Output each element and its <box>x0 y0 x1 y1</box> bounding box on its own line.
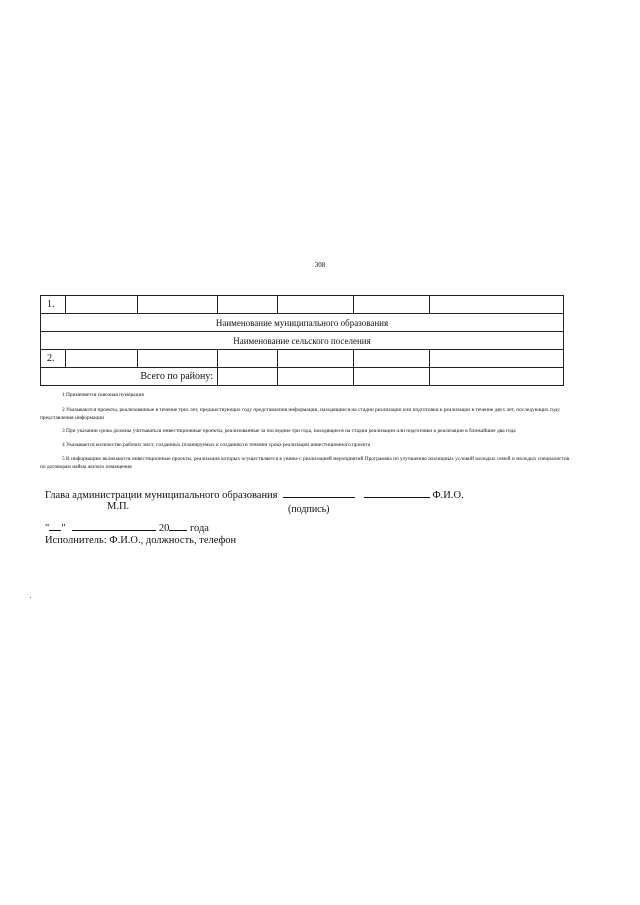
table-cell <box>278 368 354 386</box>
table-cell <box>218 368 278 386</box>
fio-label: Ф.И.О. <box>432 490 464 501</box>
signature-line <box>283 487 355 498</box>
rural-header: Наименование сельского поселения <box>41 332 564 350</box>
summary-table <box>40 295 564 386</box>
table-row <box>41 296 564 314</box>
table-cell <box>354 296 430 314</box>
year-prefix: 20 <box>158 523 170 534</box>
table-row <box>41 314 564 332</box>
date-line <box>45 521 209 534</box>
footnote: 5 В информацию включаются инвестиционные проекты, реализация которых осуществляется в увязке с реализацией мероприятий Программы по улучшению жилищных условий молодых семей и молодых специалистов по договорам найма жилого помещения <box>40 456 570 470</box>
scan-speck <box>30 597 31 598</box>
table-cell <box>218 350 278 368</box>
footnotes <box>40 392 570 478</box>
total-label: Всего по району: <box>41 368 218 386</box>
table-cell <box>430 368 564 386</box>
year-suffix: года <box>189 523 209 534</box>
name-line <box>364 487 430 498</box>
signature-caption: (подпись) <box>288 504 330 515</box>
table-cell <box>138 296 218 314</box>
close-quote: " <box>61 523 66 534</box>
footnote: 4 Указывается количество рабочих мест, созданных (планируемых к созданию) в течении срока реализации инвестиционного проекта <box>62 442 371 449</box>
table-cell <box>354 368 430 386</box>
table-cell <box>430 296 564 314</box>
table-cell <box>66 350 138 368</box>
year-line <box>169 521 187 531</box>
head-label: Глава администрации муниципального образования <box>45 490 278 501</box>
table-cell <box>278 350 354 368</box>
table-cell <box>218 296 278 314</box>
row-number: 2. <box>41 350 66 368</box>
table-cell <box>66 296 138 314</box>
footnote: 2 Указываются проекты, реализованные в течение трех лет, предшествующих году представления информации, находящиеся на стадии реализации или подготовки к реализации в течение двух лет, последующих году представления информации <box>40 406 560 421</box>
municipal-header: Наименование муниципального образования <box>41 314 564 332</box>
table-row <box>41 350 564 368</box>
stamp-place-label: М.П. <box>107 501 130 512</box>
table-row <box>41 368 564 386</box>
table-cell <box>430 350 564 368</box>
table-cell <box>354 350 430 368</box>
footnote: 1 Применяется сквозная нумерация <box>62 392 144 398</box>
footnote: 3 При указании срока должны учитываться инвестиционные проекты, реализованные за последние три года, находящиеся на стадии реализации или подготовки к реализации в ближайшие два года <box>62 428 516 435</box>
executor-line: Исполнитель: Ф.И.О., должность, телефон <box>45 535 237 546</box>
day-line <box>49 521 61 531</box>
table-cell <box>138 350 218 368</box>
open-quote: " <box>45 523 50 534</box>
table-row <box>41 332 564 350</box>
month-line <box>72 521 156 531</box>
row-number: 1. <box>41 296 66 314</box>
signature-block <box>45 487 585 515</box>
page-number: 308 <box>314 261 326 269</box>
table-cell <box>278 296 354 314</box>
